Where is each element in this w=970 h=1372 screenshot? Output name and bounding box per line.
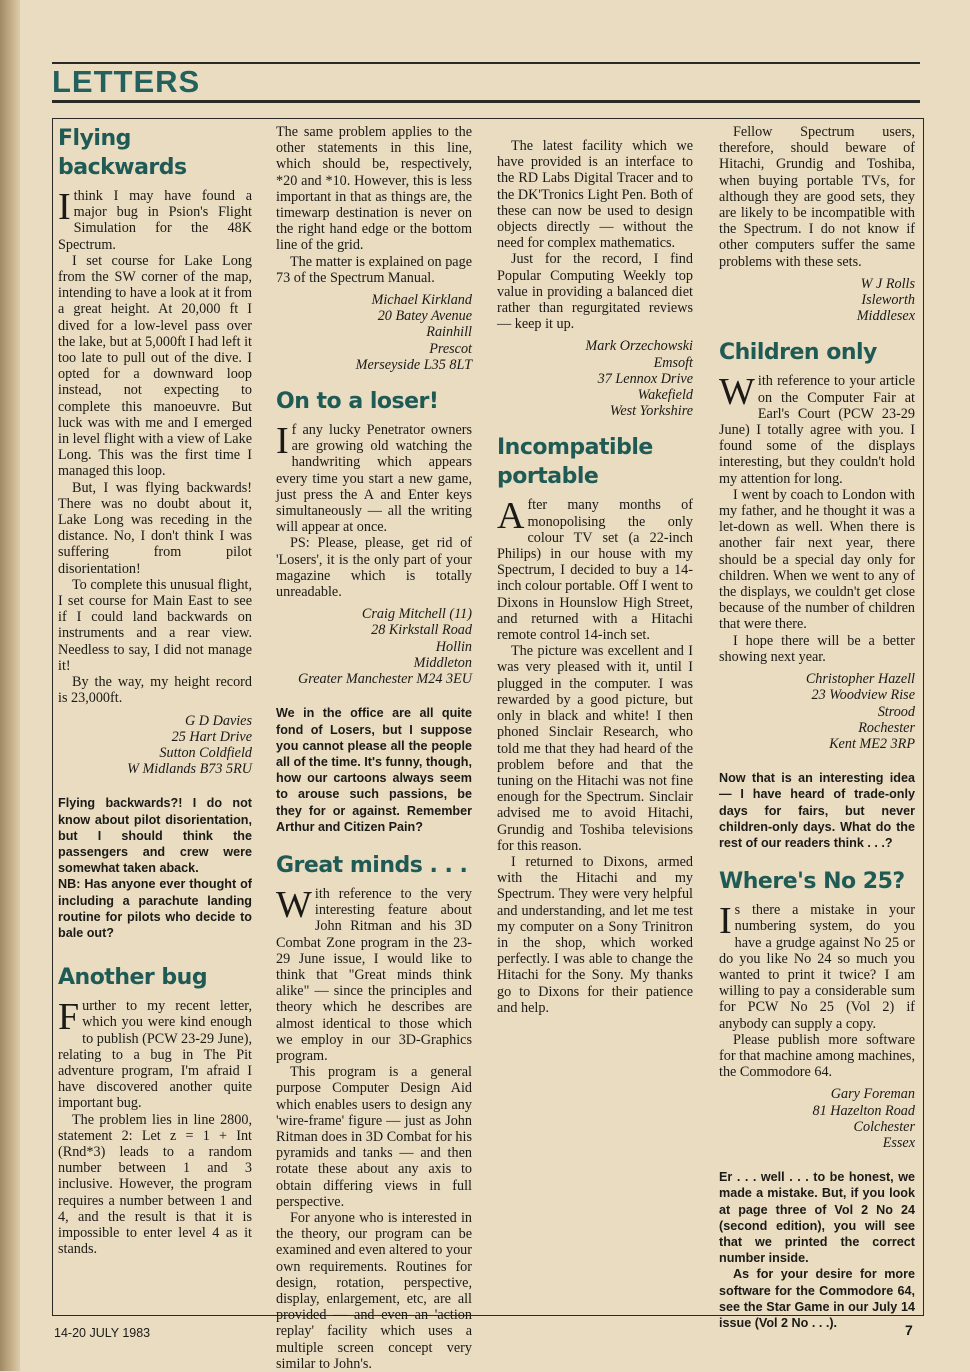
letter-signature: Craig Mitchell (11) 28 Kirkstall Road Hollin Middleton Greater Manchester M24 3EU (297, 606, 472, 688)
page-number: 7 (905, 1322, 913, 1338)
letter-paragraph: I went by coach to London with my father, and he thought it was a let-down as well. When there is another fair next year, there should be a special day only for children. When we went to any of the displays, we couldn't get close because of the number of children that were there. (719, 486, 915, 633)
letter-paragraph: For anyone who is interested in the theory, our program can be examined and even altered to your own requirements. Routines for design, rotation, perspective, display, enlargement, etc, are all provided — and even an 'action replay' facility which uses a multiple screen concept very similar to John's. (276, 1209, 472, 1372)
drop-cap: A (497, 495, 525, 538)
drop-cap: I (276, 420, 289, 463)
column-3 (497, 138, 693, 1328)
letter-headline: Where's No 25? (719, 869, 905, 895)
column-4 (719, 122, 915, 1330)
letter-paragraph: But, I was flying backwards! There was no doubt about it, Lake Long was receding in the distance. No, I don't think I was suffering from pilot disorientation! (58, 479, 252, 577)
drop-cap: W (276, 883, 312, 926)
editor-reply: Flying backwards?! I do not know about pilot disorientation, but I should think the passengers and crew were somewhat taken aback. NB: Has anyone ever thought of including a parachute landing routine for pilots who decide to bale out? (58, 796, 252, 940)
letter-paragraph: Please publish more software for that machine among machines, the Commodore 64. (719, 1031, 915, 1081)
letter-paragraph: I returned to Dixons, armed with the Hitachi and my Spectrum. They were very helpful and understanding, and let me test my computer on a Sony Trinitron in the shop, which worked perfectly. I was able to change the Hitachi for the Sony. My thanks go to Dixons for their patience and help. (497, 853, 693, 1016)
letter-headline: Great minds . . . (276, 852, 468, 878)
letter-headline: Another bug (58, 965, 208, 991)
letter-paragraph: The problem lies in line 2800, statement 2: Let z = 1 + Int (Rnd*3) leads to a random number between 1 and 3 inclusive. However, the program requires a number between 1 and 4, and the result is that it is impossible to enter level 4 as it stands. (58, 1111, 252, 1258)
letter-paragraph: Fellow Spectrum users, therefore, should beware of Hitachi, Grundig and Toshiba, when buying portable TVs, for although they are good sets, they are likely to be incompatible with the Spectrum. I do not know if other computers suffer the same problems with these sets. (719, 124, 915, 270)
page-spine-shadow (0, 0, 20, 1371)
letter-paragraph: The same problem applies to the other statements in this line, which should be, respectively, *20 and *10. However, this is less important in that as things are, the timewarp destination is never on the right hand edge or the bottom line of the grid. (276, 124, 472, 254)
letter-headline: On to a loser! (276, 389, 439, 415)
editor-reply: Now that is an interesting idea — I have heard of trade-only days for fairs, but never children-only days. What do the rest of our readers think . . .? (719, 771, 915, 850)
letter-paragraph: The latest facility which we have provided is an interface to the RD Labs Digital Tracer and to the DK'Tronics Light Pen. Both of these can now be used to design objects directly — without the need for complex mathematics. (497, 138, 693, 252)
letter-paragraph: Ithink I may have found a major bug in Psion's Flight Simulation for the 48K Spectrum. (58, 186, 252, 253)
letter-paragraph: Further to my recent letter, which you were kind enough to publish (PCW 23-29 June), relating to a bug in The Pit adventure program, I'm afraid I have discovered another quite important bug. (58, 996, 252, 1112)
drop-cap: W (719, 371, 755, 414)
letter-signature: Christopher Hazell 23 Woodview Rise Strood Rochester Kent ME2 3RP (805, 671, 915, 752)
letter-paragraph: I hope there will be a better showing next year. (719, 632, 915, 665)
editor-reply: Er . . . well . . . to be honest, we made a mistake. But, if you look at page three of Vol 2 No 24 (second edition), you will see that we printed the correct number inside. As for your desire for more software for the Commodore 64, see the Star Game in our July 14 issue (Vol 2 No . . .). (719, 1170, 915, 1330)
letter-paragraph: Is there a mistake in your numbering system, do you have a grudge against No 25 or do you like No 24 so much you wanted to print it twice? I am willing to pay a considerable sum for PCW No 25 (Vol 2) if anybody can supply a copy. (719, 900, 915, 1032)
letter-paragraph: This program is a general purpose Computer Design Aid which enables users to design any 'wire-frame' figure — just as John Ritman does in 3D Combat for his pyramids and tanks — and then rotate these about any axis to obtain differing views in full perspective. (276, 1064, 472, 1210)
section-masthead (52, 62, 920, 103)
letter-paragraph: With reference to the very interesting feature about John Ritman and his 3D Combat Zone program in the 23-29 June issue, I would like to think that "Great minds think alike" — since the principles and theory which he describes are almost identical to those which we employ in our 3D-Graphics program. (276, 883, 472, 1064)
letter-signature: Mark Orzechowski Emsoft 37 Lennox Drive Wakefield West Yorkshire (585, 338, 693, 420)
letter-headline: Children only (719, 340, 877, 366)
section-title: LETTERS (52, 64, 201, 99)
letter-signature: Michael Kirkland 20 Batey Avenue Rainhill Prescot Merseyside L35 8LT (355, 292, 472, 373)
letter-signature: Gary Foreman 81 Hazelton Road Colchester Essex (812, 1086, 915, 1151)
letter-paragraph: I set course for Lake Long from the SW corner of the map, intending to have a look at it from a great height. At 20,000 ft I dived for a low-level pass over the lake, but at 5,000ft I had left it too late to pull out of the dive. I opted for a downward loop instead, not expecting to complete this manoeuvre. But luck was with me and I emerged in level flight with a view of Lake Long. This was the first time I managed this loop. (58, 252, 252, 480)
letter-headline: Flying backwards (58, 126, 187, 180)
issue-date: 14-20 JULY 1983 (54, 1326, 151, 1340)
drop-cap: F (58, 996, 80, 1039)
editor-reply: We in the office are all quite fond of Losers, but I suppose you cannot please all the people all of the time. It's funny, though, how our cartoons always seem to arouse such passions, be they for or against. Remember Arthur and Citizen Pain? (276, 706, 472, 834)
column-2 (276, 122, 472, 1372)
letter-paragraph: The picture was excellent and I was very pleased with it, until I plugged in the computer. I was rewarded by a good picture, but only in black and white! I then phoned Sinclair Research, who told me that they had heard of the problem before and that the tuning on the Hitachi was not fine enough for the Spectrum. Sinclair advised me to avoid Hitachi, Grundig and Toshiba televisions for this reason. (497, 643, 693, 854)
letter-paragraph: After many months of monopolising the only colour TV set (a 22-inch Philips) in our house with my Spectrum, I decided to buy a 14-inch colour portable. Off I went to Dixons in Hounslow High Street, and returned with a Hitachi remote control 14-inch set. (497, 495, 693, 644)
letter-signature: W J Rolls Isleworth Middlesex (856, 275, 915, 325)
letter-paragraph: By the way, my height record is 23,000ft. (58, 674, 252, 707)
drop-cap: I (719, 900, 732, 943)
letter-paragraph: Just for the record, I find Popular Computing Weekly top value in providing a balanced diet rather than regurgitated reviews — keep it up. (497, 251, 693, 333)
drop-cap: I (58, 186, 71, 228)
column-1 (58, 122, 252, 1312)
letter-paragraph: To complete this unusual flight, I set course for Main East to see if I could land backwards on instruments and a rear view. Needless to say, I did not manage it! (58, 576, 252, 674)
letter-paragraph: The matter is explained on page 73 of the Spectrum Manual. (276, 253, 472, 286)
letter-paragraph: If any lucky Penetrator owners are growing old watching the handwriting which appears every time you start a new game, just press the A and Enter keys simultaneously — all the writing will appear at once. (276, 420, 472, 536)
letter-paragraph: PS: Please, please, get rid of 'Losers', it is the only part of your magazine which is totally unreadable. (276, 535, 472, 601)
letter-headline: Incompatible portable (497, 435, 653, 490)
letter-signature: G D Davies 25 Hart Drive Sutton Coldfield W Midlands B73 5RU (127, 712, 252, 778)
letter-paragraph: With reference to your article on the Computer Fair at Earl's Court (PCW 23-29 June) I totally agree with you. I found some of the displays interesting, but they couldn't hold my attention for long. (719, 371, 915, 487)
